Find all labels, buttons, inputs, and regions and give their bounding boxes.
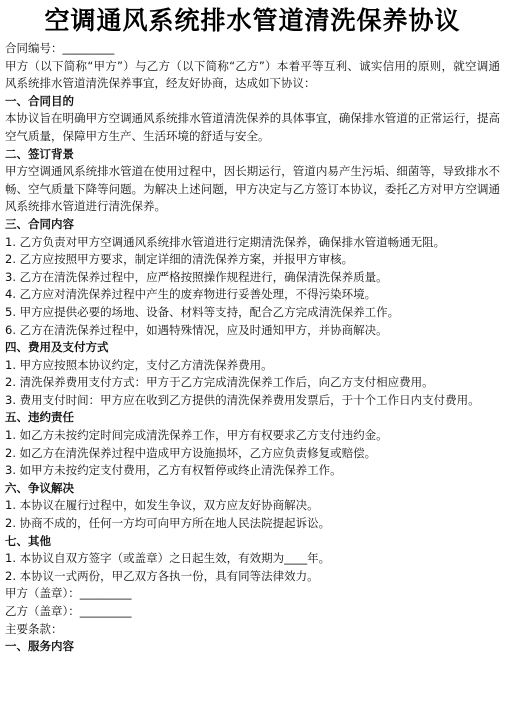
section-heading-purpose: 一、合同目的 [5,93,74,108]
list-item: 3. 如甲方未按约定支付费用，乙方有权暂停或终止清洗保养工作。 [5,463,342,478]
list-item: 3. 费用支付时间：甲方应在收到乙方提供的清洗保养费用发票后，于十个工作日内支付费用。 [5,392,480,407]
signature-party-a: 甲方（盖章）：_________ [5,586,132,601]
section-heading-disputes: 六、争议解决 [5,480,74,495]
list-item: 1. 乙方负责对甲方空调通风系统排水管道进行定期清洗保养，确保排水管道畅通无阻。 [5,234,446,249]
section-heading-content: 三、合同内容 [5,216,74,231]
list-item: 1. 甲方应按照本协议约定，支付乙方清洗保养费用。 [5,357,273,372]
list-item: 1. 如乙方未按约定时间完成清洗保养工作，甲方有权要求乙方支付违约金。 [5,428,388,443]
list-item: 3. 乙方在清洗保养过程中，应严格按照操作规程进行，确保清洗保养质量。 [5,269,388,284]
section-heading-liability: 五、违约责任 [5,410,74,425]
list-item: 2. 协商不成的，任何一方均可向甲方所在地人民法院提起诉讼。 [5,516,331,531]
service-content-heading: 一、服务内容 [5,639,74,654]
contract-number: 合同编号：_________ [5,41,115,55]
section-paragraph-purpose: 本协议旨在明确甲方空调通风系统排水管道清洗保养的具体事宜，确保排水管道的正常运行，提高空气质量，保障甲方生产、生活环境的舒适与安全。 [5,111,500,143]
list-item: 2. 本协议一式两份，甲乙双方各执一份，具有同等法律效力。 [5,568,319,583]
section-heading-fees: 四、费用及支付方式 [5,340,109,355]
list-item: 6. 乙方在清洗保养过程中，如遇特殊情况，应及时通知甲方，并协商解决。 [5,322,388,337]
section-heading-background: 二、签订背景 [5,146,74,161]
document-body [0,38,505,656]
intro-paragraph: 甲方（以下简称“甲方”）与乙方（以下简称“乙方”）本着平等互利、诚实信用的原则，就空调通风系统排水管道清洗保养事宜，经友好协商，达成如下协议： [5,58,500,91]
document-title: 空调通风系统排水管道清洗保养协议 [44,6,461,35]
list-item: 1. 本协议在履行过程中，如发生争议，双方应友好协商解决。 [5,498,319,513]
list-item: 2. 乙方应按照甲方要求，制定详细的清洗保养方案，并报甲方审核。 [5,252,354,267]
list-item: 1. 本协议自双方签字（或盖章）之日起生效，有效期为____年。 [5,551,331,566]
section-paragraph-background: 甲方空调通风系统排水管道在使用过程中，因长期运行，管道内易产生污垢、细菌等，导致排水不畅、空气质量下降等问题。为解决上述问题，甲方决定与乙方签订本协议，委托乙方对甲方空调通风系统排水管道进行清洗保养。 [5,164,500,214]
list-item: 2. 清洗保养费用支付方式：甲方于乙方完成清洗保养工作后，向乙方支付相应费用。 [5,375,434,390]
signature-party-b: 乙方（盖章）：_________ [5,604,132,618]
list-item: 4. 乙方应对清洗保养过程中产生的废弃物进行妥善处理，不得污染环境。 [5,287,377,302]
list-item: 2. 如乙方在清洗保养过程中造成甲方设施损坏，乙方应负责修复或赔偿。 [5,445,377,460]
list-item: 5. 甲方应提供必要的场地、设备、材料等支持，配合乙方完成清洗保养工作。 [5,304,400,319]
section-heading-other: 七、其他 [5,533,51,548]
main-terms-label: 主要条款： [5,621,63,636]
